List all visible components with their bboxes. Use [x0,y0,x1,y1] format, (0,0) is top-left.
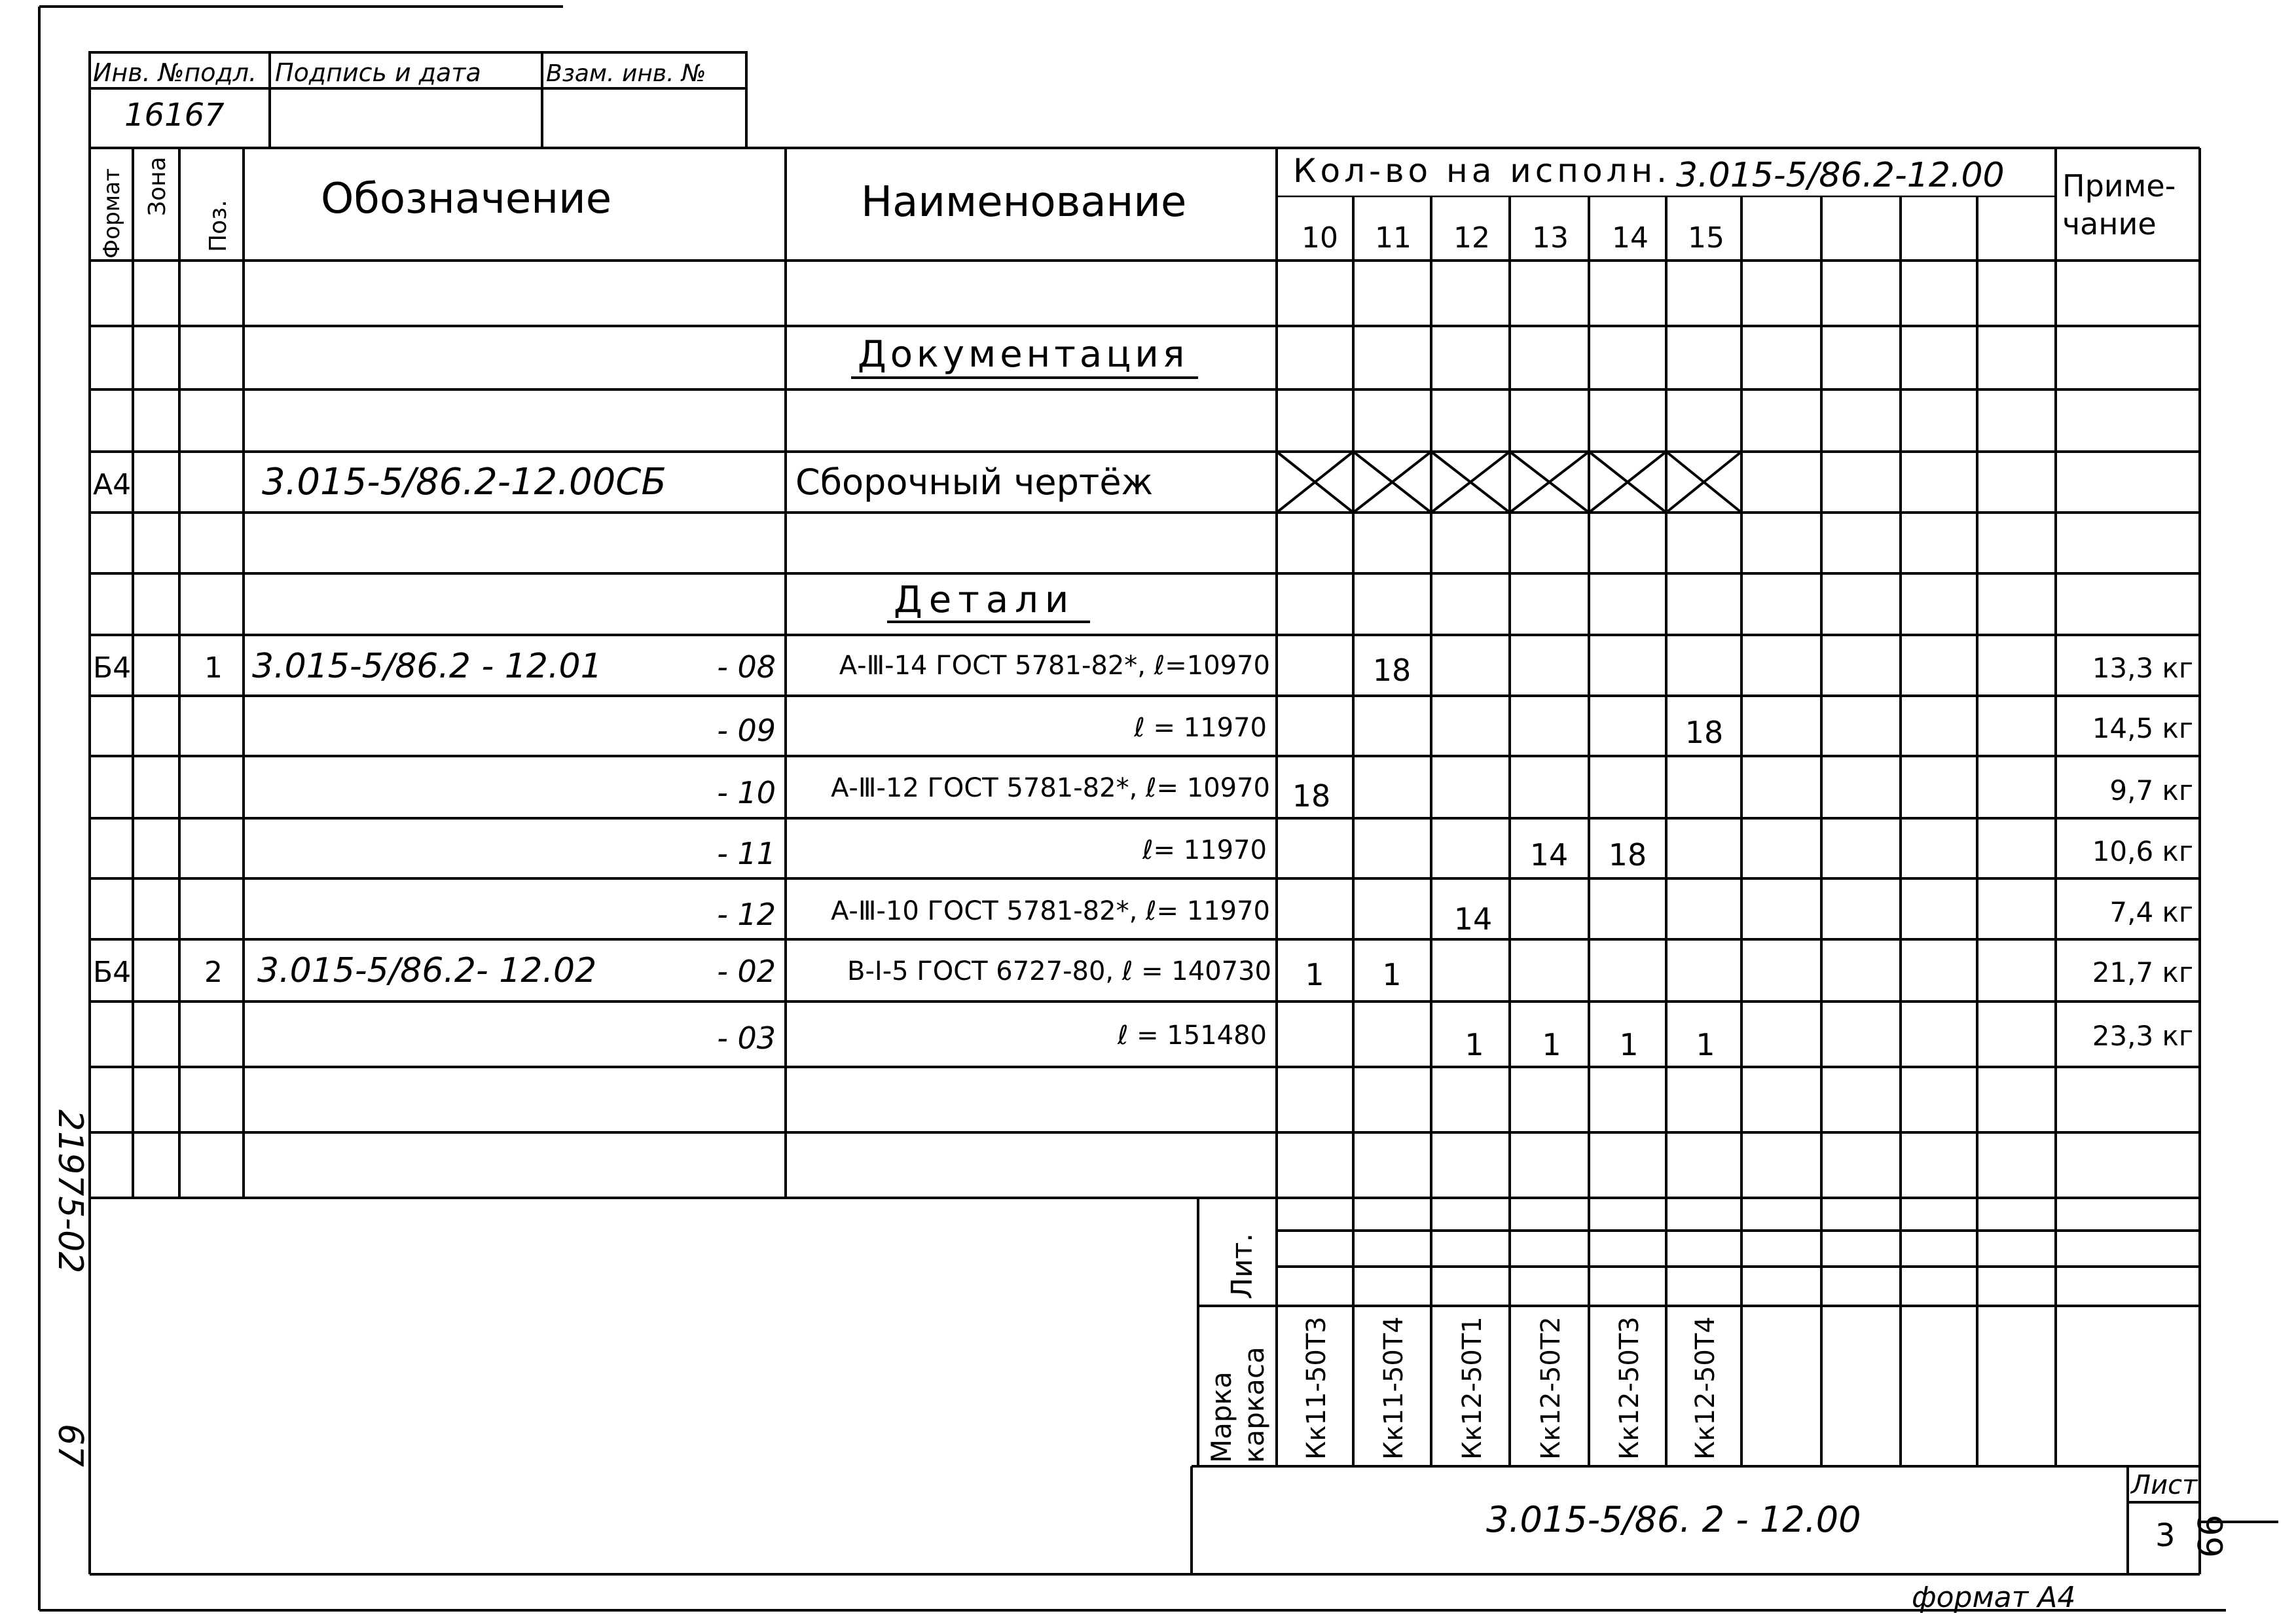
header-qty-title: Кол-во на исполн. [1293,152,1671,190]
row-name: А-Ⅲ-14 ГОСТ 5781-82*, ℓ=10970 [839,651,1270,681]
row-q-11: 18 [1372,653,1412,688]
row-note: 10,6 кг [2092,835,2193,867]
mark-13: Кк12-50Т2 [1536,1316,1566,1460]
row-q-13: 14 [1529,837,1569,873]
row-name: А-Ⅲ-10 ГОСТ 5781-82*, ℓ= 11970 [831,896,1270,926]
row-name: ℓ= 11970 [1142,835,1267,865]
row-name: В-Ⅰ-5 ГОСТ 6727-80, ℓ = 140730 [847,956,1271,986]
row-note: 9,7 кг [2109,774,2193,806]
row-q-15: 1 [1696,1027,1715,1062]
header-pos: Поз. [205,200,232,252]
approval-header-inv: Инв. №подл. [93,58,257,87]
row-note: 13,3 кг [2092,652,2193,684]
row-pos: 1 [204,651,223,685]
mark-11: Кк11-50Т4 [1379,1316,1409,1460]
table-row [717,896,2193,937]
row-q-14: 18 [1608,837,1647,873]
row-suffix: - 02 [717,954,776,989]
row-q-10: 18 [1292,778,1331,814]
row-name: ℓ = 151480 [1117,1020,1267,1051]
doc-row-format: А4 [93,468,132,501]
mark-12: Кк12-50Т1 [1457,1316,1487,1460]
table-row [717,835,2193,873]
right-page-number: 66 [2192,1514,2231,1558]
archive-number: 21975-02 [50,1110,90,1274]
row-format: Б4 [93,956,132,989]
section-documentation: Документация [858,333,1189,376]
row-suffix: - 12 [717,897,776,932]
sheet-label: Лист [2131,1470,2198,1500]
row-format: Б4 [93,651,132,685]
header-variant-14: 14 [1612,221,1649,255]
row-q-12: 14 [1453,901,1493,937]
lit-label: Лит. [1226,1233,1259,1299]
mark-15: Кк12-50Т4 [1690,1316,1721,1460]
row-note: 21,7 кг [2092,956,2193,988]
header-variant-12: 12 [1453,221,1490,255]
header-zone: Зона [144,156,171,216]
row-designation: 3.015-5/86.2 - 12.01 [252,647,602,686]
row-q-14: 1 [1619,1027,1639,1062]
doc-row [93,461,1153,503]
footer [1912,1581,2075,1614]
table-row [93,647,2193,688]
doc-row-designation: 3.015-5/86.2-12.00СБ [262,461,666,503]
mark-14: Кк12-50Т3 [1614,1316,1645,1460]
row-suffix: - 03 [717,1020,776,1056]
row-note: 23,3 кг [2092,1020,2193,1052]
header-note-2: чание [2062,206,2157,242]
margin-notes [50,1110,2231,1558]
approval-inv-number: 16167 [124,97,225,134]
row-q-11: 1 [1382,957,1402,992]
header-designation: Обозначение [321,175,612,223]
row-q-15: 18 [1685,715,1724,750]
header-variant-10: 10 [1302,221,1338,255]
row-designation: 3.015-5/86.2- 12.02 [257,951,597,990]
row-suffix: - 11 [717,836,776,871]
table-row [717,712,2193,750]
row-name: А-Ⅲ-12 ГОСТ 5781-82*, ℓ= 10970 [831,773,1270,803]
header-name: Наименование [861,178,1187,226]
approval-block [90,52,746,148]
parts-rows [93,647,2193,1062]
document-code: 3.015-5/86. 2 - 12.00 [1486,1499,1861,1540]
header-variant-13: 13 [1532,221,1569,255]
table-row [717,1020,2193,1062]
mark-10: Кк11-50Т3 [1302,1316,1332,1460]
section-parts: Детали [894,579,1076,621]
doc-row-name: Сборочный чертёж [795,461,1154,503]
left-page-number: 67 [50,1424,90,1468]
table-header [99,152,2176,259]
row-note: 14,5 кг [2092,712,2193,744]
sheet-number: 3 [2155,1517,2176,1554]
row-q-13: 1 [1542,1027,1561,1062]
page-frame [39,7,2226,1610]
approval-header-replace: Взам. инв. № [546,60,706,87]
table-row [93,951,2193,992]
row-suffix: - 08 [717,649,776,685]
header-variant-15: 15 [1688,221,1724,255]
row-q-12: 1 [1465,1027,1484,1062]
approval-header-sign: Подпись и дата [275,58,481,87]
table-row [717,773,2193,814]
mark-label-2: каркаса [1238,1346,1270,1463]
header-format: Формат [99,168,125,259]
row-name: ℓ = 11970 [1134,713,1267,743]
row-suffix: - 10 [717,775,776,810]
mark-label-1: Марка [1205,1371,1237,1463]
header-note-1: Приме- [2062,168,2176,204]
header-variant-11: 11 [1375,221,1412,255]
row-pos: 2 [204,956,223,989]
header-qty-doc: 3.015-5/86.2-12.00 [1676,156,2005,195]
row-q-10: 1 [1305,957,1324,992]
row-note: 7,4 кг [2109,896,2193,928]
row-suffix: - 09 [717,713,776,748]
format-label: формат А4 [1912,1581,2076,1614]
